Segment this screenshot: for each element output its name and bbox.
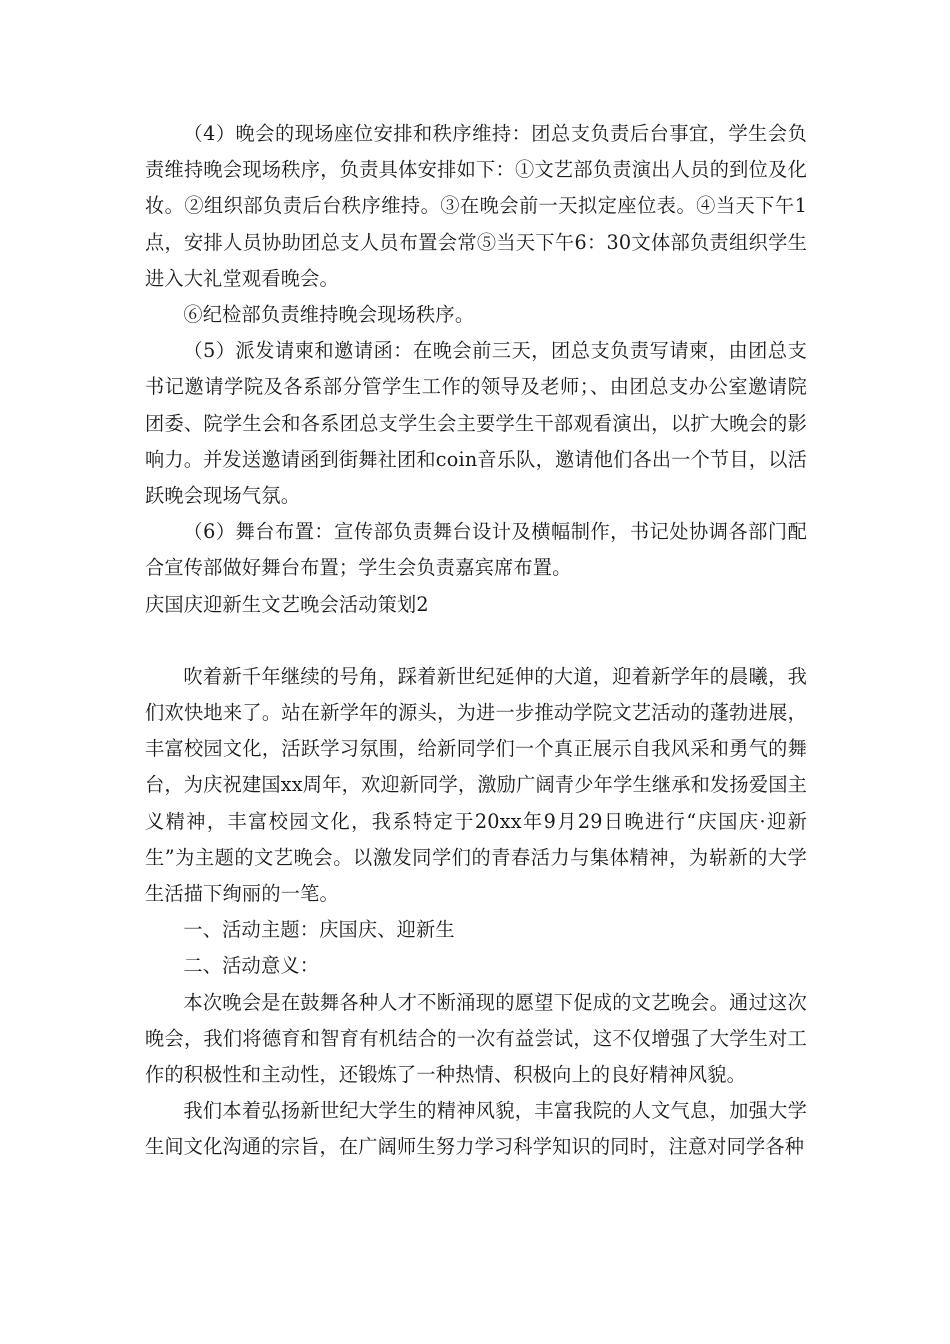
paragraph-item-6: （6）舞台布置：宣传部负责舞台设计及横幅制作，书记处协调各部门配合宣传部做好舞台布置；学生会负责嘉宾席布置。 — [145, 520, 807, 580]
paragraph-item-5: （5）派发请柬和邀请函：在晚会前三天，团总支负责写请柬，由团总支书记邀请学院及各系部分管学生工作的领导及老师；、由团总支办公室邀请院团委、院学生会和各系团总支学生会主要学生干部观看演出，以扩大晚会的影响力。并发送邀请函到街舞社团和coin音乐队，邀请他们各出一个节目，以活跃晚会现场气氛。 — [145, 339, 807, 508]
intro-paragraph: 吹着新千年继续的号角，踩着新世纪延伸的大道，迎着新学年的晨曦，我们欢快地来了。站在新学年的源头，为进一步推动学院文艺活动的蓬勃进展，丰富校园文化，活跃学习氛围，给新同学们一个真正展示自我风采和勇气的舞台，为庆祝建国xx周年，欢迎新同学，激励广阔青少年学生继承和发扬爱国主义精神，丰富校园文化，我系特定于20xx年9月29日晚进行“庆国庆·迎新生”为主题的文艺晚会。以激发同学们的青春活力与集体精神，为崭新的大学生活描下绚丽的一笔。 — [145, 664, 807, 906]
paragraph-item-4: （4）晚会的现场座位安排和秩序维持：团总支负责后台事宜，学生会负责维持晚会现场秩序，负责具体安排如下：①文艺部负责演出人员的到位及化妆。②组织部负责后台秩序维持。③在晚会前一天拟定座位表。④当天下午1点，安排人员协助团总支人员布置会常⑤当天下午6：30文体部负责组织学生进入大礼堂观看晚会。 — [145, 122, 807, 290]
document-body — [145, 116, 807, 1166]
meaning-paragraph-1: 本次晚会是在鼓舞各种人才不断涌现的愿望下促成的文艺晚会。通过这次晚会，我们将德育和智育有机结合的一次有益尝试，这不仅增强了大学生对工作的积极性和主动性，还锻炼了一种热情、积极向上的良好精神风貌。 — [145, 990, 807, 1087]
activity-theme: 一、活动主题：庆国庆、迎新生 — [183, 918, 455, 942]
meaning-paragraph-2: 我们本着弘扬新世纪大学生的精神风貌，丰富我院的人文气息，加强大学生间文化沟通的宗旨，在广阔师生努力学习科学知识的同时，注意对同学各种 — [145, 1099, 807, 1159]
paragraph-item-4-discipline: ⑥纪检部负责维持晚会现场秩序。 — [183, 303, 475, 327]
section-title: 庆国庆迎新生文艺晚会活动策划2 — [145, 592, 429, 616]
blank-line — [145, 623, 807, 659]
activity-meaning-heading: 二、活动意义： — [183, 954, 320, 978]
